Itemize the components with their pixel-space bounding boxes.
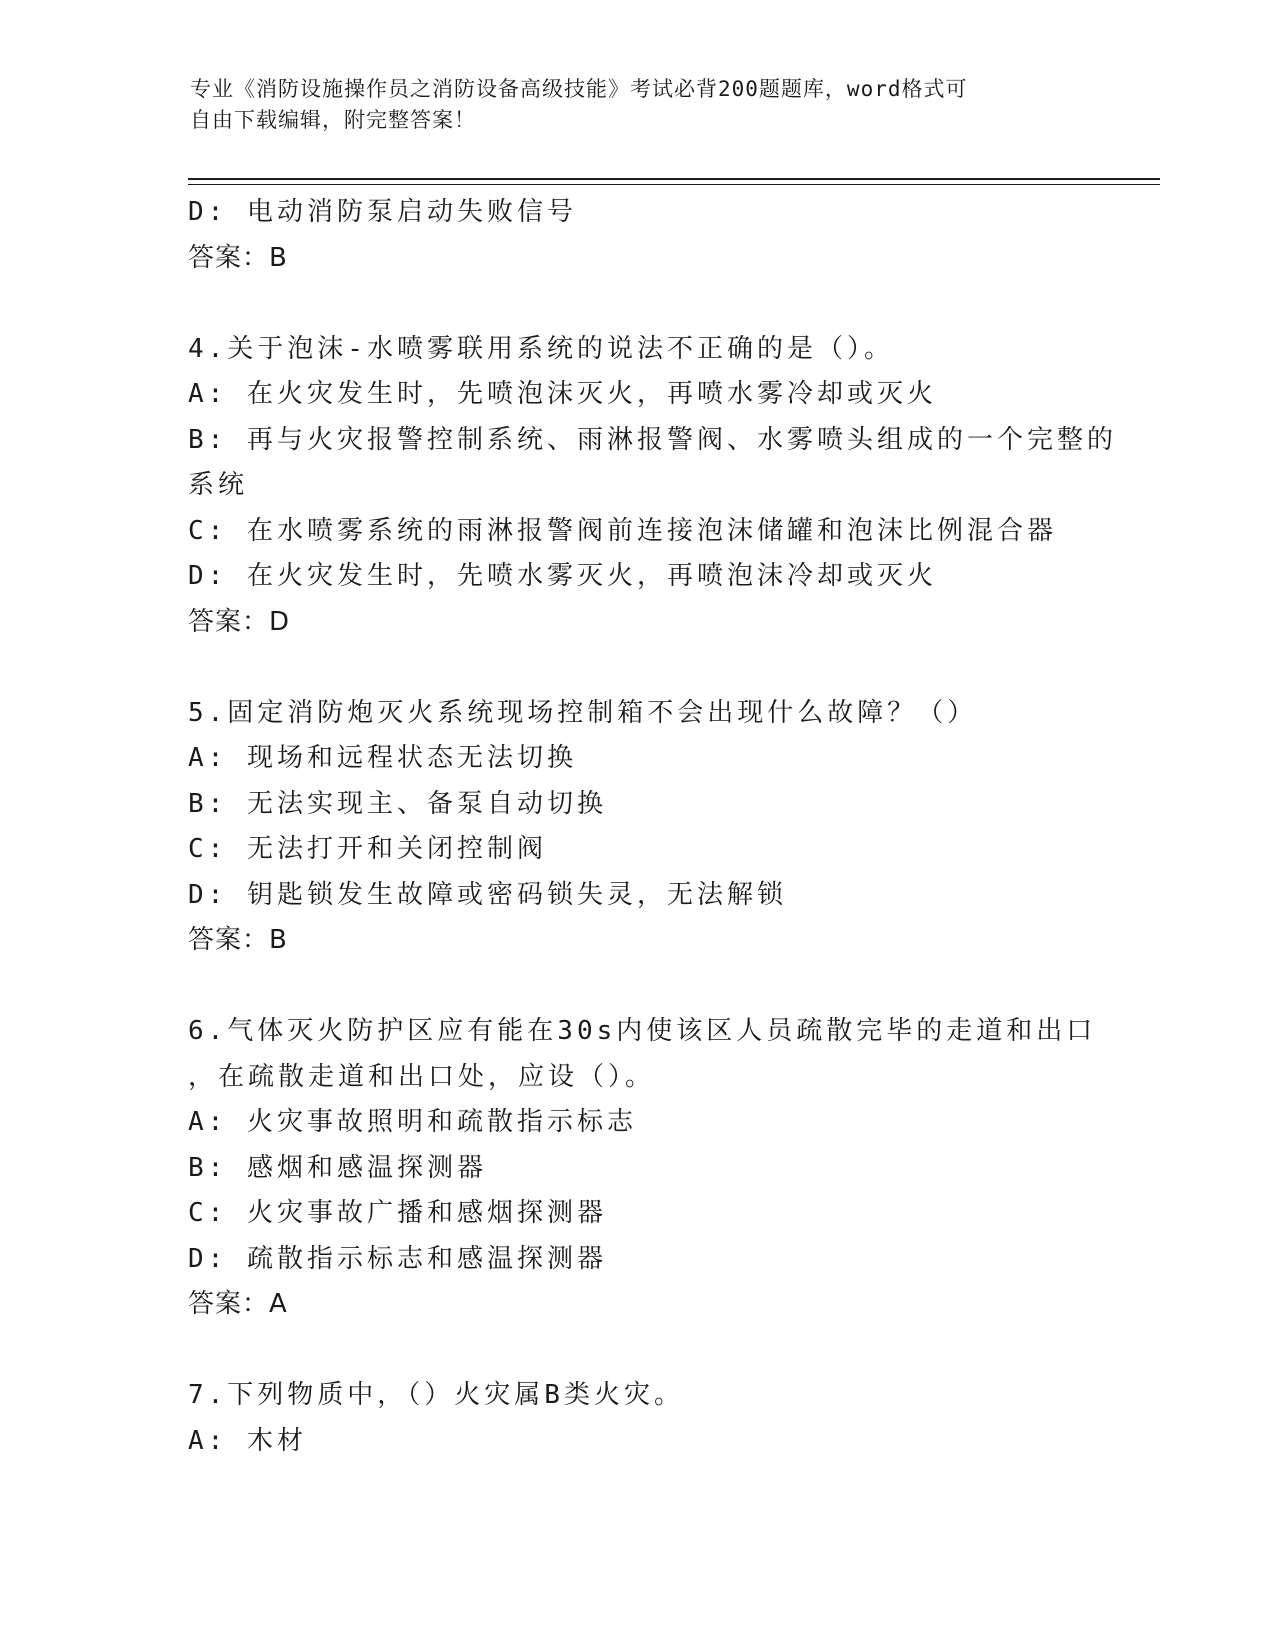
question-6-option-a: A: 火灾事故照明和疏散指示标志	[188, 1107, 637, 1137]
prev-answer: 答案：B	[188, 242, 288, 273]
spacer	[188, 1328, 1088, 1374]
question-list	[188, 190, 1117, 1464]
question-4-option-b-cont: 系统	[188, 470, 249, 500]
question-7-stem: 7.下列物质中，（）火灾属B类火灾。	[188, 1380, 684, 1410]
question-4-option-c: C: 在水喷雾系统的雨淋报警阀前连接泡沫储罐和泡沫比例混合器	[188, 515, 1057, 546]
question-5-stem: 5.固定消防炮灭火系统现场控制箱不会出现什么故障？（）	[188, 697, 978, 728]
question-4-answer: 答案：D	[188, 606, 291, 637]
question-4-option-b: B: 再与火灾报警控制系统、雨淋报警阀、水雾喷头组成的一个完整的	[188, 424, 1117, 455]
question-6-answer: 答案：A	[188, 1289, 288, 1319]
question-6-stem-cont: ，在疏散走道和出口处，应设（）。	[188, 1061, 656, 1092]
question-5-option-a: A: 现场和远程状态无法切换	[188, 743, 577, 773]
question-6	[188, 1009, 1097, 1328]
page-header	[190, 74, 1090, 136]
question-5-answer: 答案：B	[188, 925, 288, 955]
question-5	[188, 691, 1088, 964]
question-7	[188, 1373, 1088, 1464]
spacer	[188, 281, 1088, 327]
question-4-option-d: D: 在火灾发生时，先喷水雾灭火，再喷泡沫冷却或灭火	[188, 561, 937, 591]
header-divider-thin	[188, 184, 1160, 185]
header-line-2: 自由下载编辑，附完整答案！	[190, 108, 476, 132]
question-4-option-a: A: 在火灾发生时，先喷泡沫灭火，再喷水雾冷却或灭火	[188, 379, 937, 409]
question-7-option-a: A: 木材	[188, 1425, 307, 1456]
spacer	[188, 964, 1088, 1010]
spacer	[188, 645, 1088, 691]
question-5-option-b: B: 无法实现主、备泵自动切换	[188, 788, 607, 819]
question-5-option-d: D: 钥匙锁发生故障或密码锁失灵，无法解锁	[188, 879, 787, 910]
question-6-option-d: D: 疏散指示标志和感温探测器	[188, 1243, 607, 1274]
question-6-stem: 6.气体灭火防护区应有能在30s内使该区人员疏散完毕的走道和出口	[188, 1016, 1097, 1046]
question-6-option-b: B: 感烟和感温探测器	[188, 1152, 487, 1183]
question-5-option-c: C: 无法打开和关闭控制阀	[188, 834, 547, 864]
question-4	[188, 327, 1117, 646]
header-line-1: 专业《消防设施操作员之消防设备高级技能》考试必背200题题库，word格式可	[190, 77, 968, 101]
question-6-option-c: C: 火灾事故广播和感烟探测器	[188, 1198, 607, 1228]
header-divider-thick	[188, 178, 1160, 180]
question-4-stem: 4.关于泡沫-水喷雾联用系统的说法不正确的是（）。	[188, 333, 894, 364]
prev-option-d: D: 电动消防泵启动失败信号	[188, 197, 577, 227]
